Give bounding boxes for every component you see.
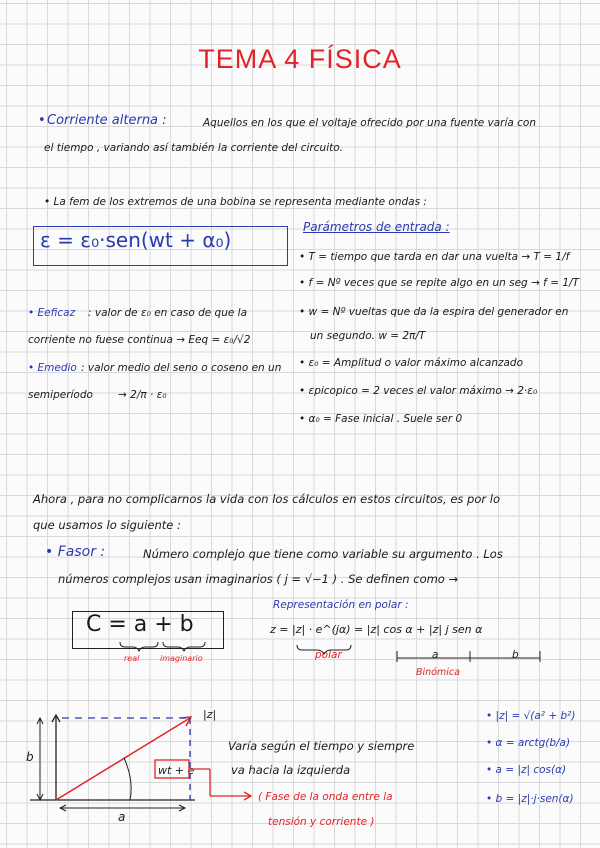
complex-expression: C = a + b <box>86 612 194 637</box>
polar-label: polar <box>315 649 342 661</box>
angle-box <box>155 760 189 778</box>
real-label: real <box>124 654 140 663</box>
graph-z-label: |z| <box>203 708 217 721</box>
fasor-line-1: Número complejo que tiene como variable su argumento . Los <box>143 547 503 561</box>
param-item: • εpicopico = 2 veces el valor máximo → 2·ε₀ <box>299 385 538 397</box>
eficaz-term: • Eeficaz <box>28 307 76 319</box>
polar-expression: z = |z| · e^(jα) = |z| cos α + |z| j sen α <box>270 623 483 636</box>
polar-brace <box>297 645 351 654</box>
polar-a-label: a <box>432 649 439 661</box>
relation-item: • a = |z| cos(α) <box>486 764 567 776</box>
param-item: • ε₀ = Amplitud o valor máximo alcanzado <box>299 357 524 369</box>
graph-note-2: tensión y corriente ) <box>268 816 375 828</box>
emedio-term: • Emedio <box>28 362 77 374</box>
params-heading: Parámetros de entrada : <box>303 220 450 234</box>
param-item: • α₀ = Fase inicial . Suele ser 0 <box>299 413 463 425</box>
phasor-vector <box>56 718 190 800</box>
graph-b-label: b <box>26 750 34 764</box>
angle-arc <box>124 758 131 800</box>
eficaz-line-2: corriente no fuese continua → Eeq = ε₀/√2 <box>28 334 251 346</box>
graph-text-1: Varía según el tiempo y siempre <box>228 739 415 753</box>
emedio-line-1: : valor medio del seno o coseno en un <box>81 362 282 374</box>
binomica-label: Binómica <box>416 667 460 678</box>
imaginary-label: imaginario <box>160 654 203 663</box>
fem-line: • La fem de los extremos de una bobina se representa mediante ondas : <box>44 196 427 208</box>
ahora-line-2: que usamos lo siguiente : <box>33 518 181 532</box>
graph-a-label: a <box>118 810 126 824</box>
fasor-term: • Fasor : <box>45 544 106 560</box>
relation-item: • α = arctg(b/a) <box>486 737 571 749</box>
real-brace <box>120 642 158 651</box>
graph-wt-label: wt + e <box>158 764 195 777</box>
imaginary-brace <box>163 642 205 651</box>
param-item: • w = Nº vueltas que da la espira del generador en <box>299 306 569 318</box>
intro-bullet: • <box>38 113 46 128</box>
page-title: TEMA 4 FÍSICA <box>198 44 402 74</box>
relation-item: • b = |z|·j·sen(α) <box>486 793 574 805</box>
relation-item: • |z| = √(a² + b²) <box>486 710 576 722</box>
eficaz-line-1: : valor de ε₀ en caso de que la <box>88 307 248 319</box>
fasor-line-2: números complejos usan imaginarios ( j = √−1 ) . Se definen como → <box>58 572 459 586</box>
intro-term: Corriente alterna : <box>47 113 167 128</box>
param-item: un segundo. w = 2π/T <box>310 330 426 342</box>
emedio-line-2a: semiperíodo <box>28 389 93 401</box>
graph-note-1: ( Fase de la onda entre la <box>258 791 393 803</box>
emedio-line-2b: → 2/π · ε₀ <box>118 389 167 401</box>
emf-formula: ε = ε₀·sen(wt + α₀) <box>40 228 232 252</box>
polar-heading: Representación en polar : <box>273 599 409 611</box>
param-item: • f = Nº veces que se repite algo en un seg → f = 1/T <box>299 277 579 289</box>
intro-line-1: Aquellos en los que el voltaje ofrecido por una fuente varía con <box>203 117 537 129</box>
ahora-line-1: Ahora , para no complicarnos la vida con los cálculos en estos circuitos, es por lo <box>33 492 500 506</box>
graph-text-2: va hacia la izquierda <box>231 763 351 777</box>
polar-b-label: b <box>512 649 519 661</box>
intro-line-2: el tiempo , variando así también la corriente del circuito. <box>44 142 343 154</box>
param-item: • T = tiempo que tarda en dar una vuelta → T = 1/f <box>299 251 570 263</box>
